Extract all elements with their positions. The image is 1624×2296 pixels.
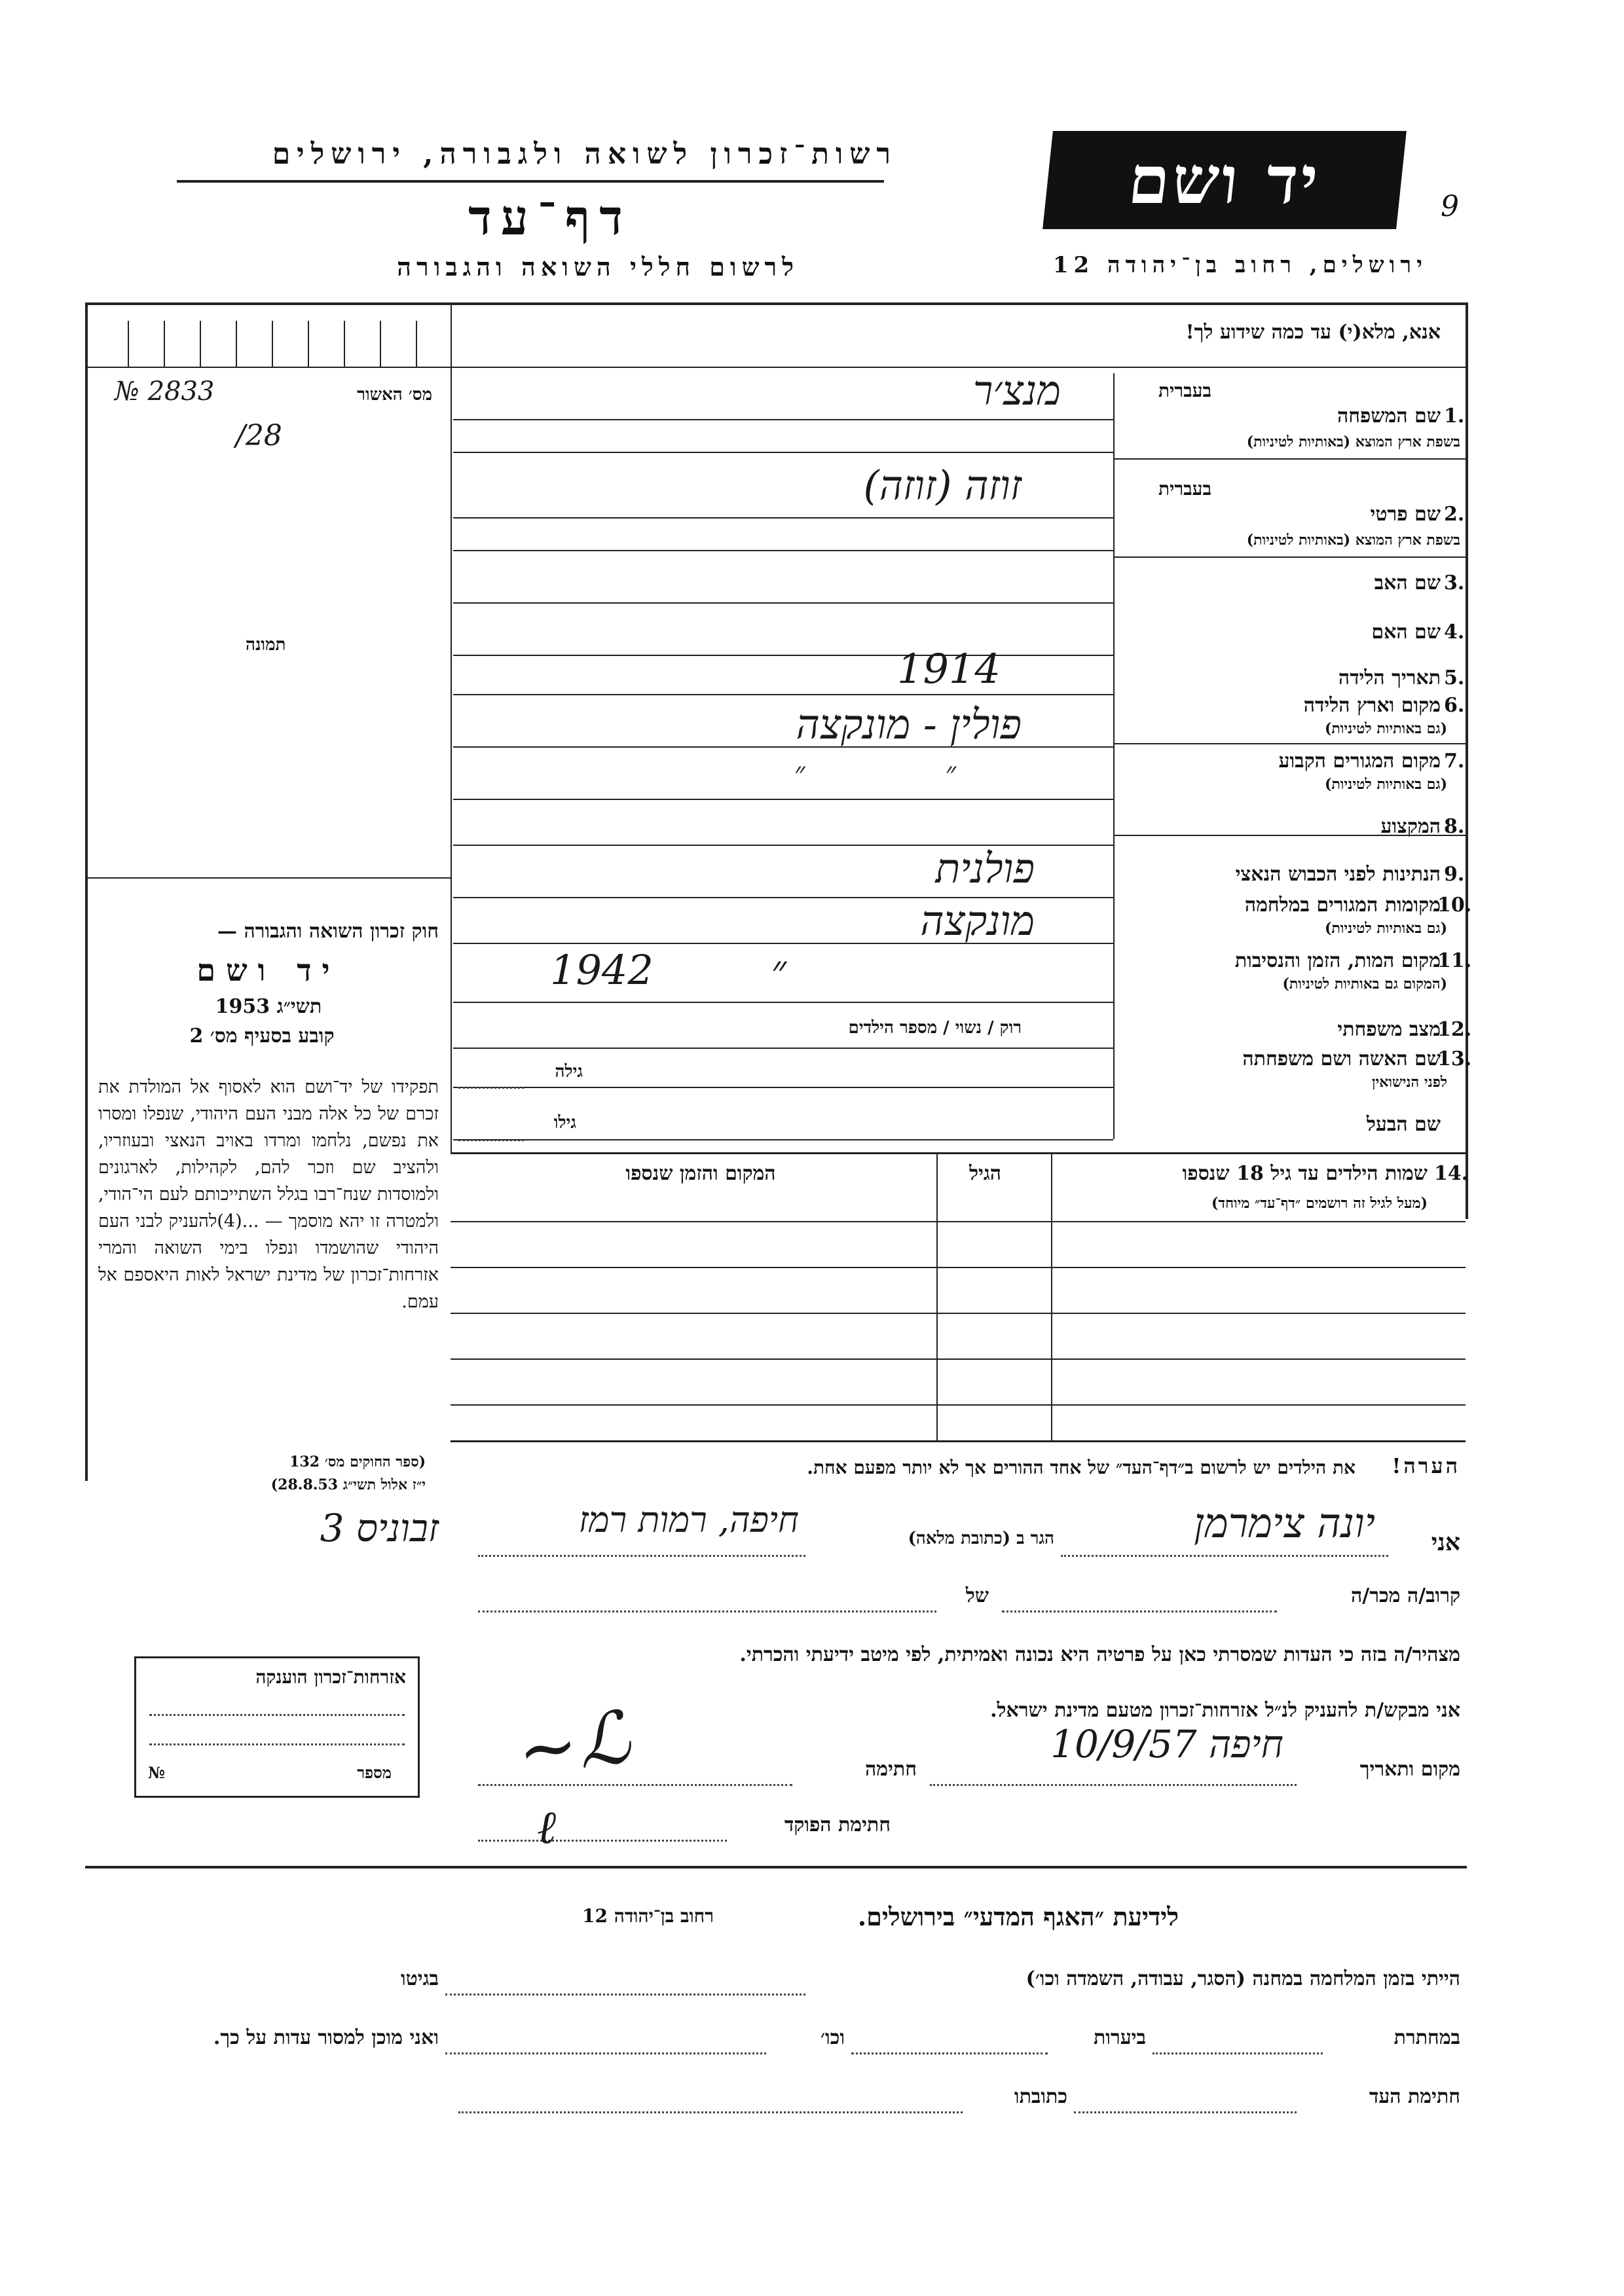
ghetto-label: בגיטו	[400, 1967, 439, 1990]
field-9-value: פולנית	[935, 845, 1035, 892]
field-5-value: 1914	[897, 645, 1001, 693]
children-label: שמות הילדים עד גיל 18 שנספו	[1182, 1162, 1428, 1185]
field-13-num: 13.	[1437, 1048, 1472, 1070]
place-date-label: מקום ותאריך	[1359, 1758, 1460, 1781]
approval-date: /28	[236, 419, 282, 452]
official-signature-label: חתימת הפוקד	[784, 1813, 891, 1836]
field-1-num: 1.	[1444, 405, 1465, 428]
yad-vashem-logo: יד ושם	[1043, 131, 1407, 229]
field-13-note: לפני הנישואין	[1371, 1074, 1447, 1091]
field-10-value: מונקצה	[920, 897, 1035, 945]
field-2-value: זוזה (זוזה)	[863, 462, 1022, 509]
field-9-num: 9.	[1444, 863, 1465, 886]
field-13-label: שם האשה ושם משפחתה	[1242, 1048, 1441, 1070]
field-2-num: 2.	[1444, 503, 1465, 526]
photo-label: תמונה	[246, 635, 286, 655]
number-label: מספר	[357, 1763, 392, 1782]
citizenship-box-title: אזרחות־זכרון הוענקה	[255, 1666, 406, 1688]
form-subtitle: לרשום חללי השואה והגבורה	[397, 252, 799, 282]
camp-line: הייתי בזמן המלחמה במחנה (הסגר, עבודה, השמדה וכו׳)	[1025, 1967, 1460, 1990]
approval-label: מס׳ האשור	[357, 385, 432, 405]
law-year: תשי״ג 1953	[215, 995, 322, 1018]
field-4-label: שם האם	[1371, 621, 1441, 644]
field-4-num: 4.	[1444, 621, 1465, 644]
institution-name: רשות־זכרון לשואה ולגבורה, ירושלים	[272, 137, 897, 171]
field-1-value: מנצ׳ר	[972, 367, 1061, 414]
place-column-header: המקום והזמן שנספו	[625, 1162, 776, 1185]
field-12-value: רוק / נשוי / מספר הילדים	[848, 1018, 1022, 1038]
field-8-label: המקצוע	[1380, 815, 1441, 838]
field-7-label: מקום המגורים הקבוע	[1278, 750, 1441, 773]
etc-label: וכו׳	[821, 2026, 845, 2049]
field-10-note: (גם באותיות לטיניות)	[1324, 920, 1447, 937]
request-text: אני מבקש/ת להעניק לנ״ל אזרחות־זכרון מטעם מדינת ישראל.	[990, 1699, 1460, 1722]
children-num: 14.	[1434, 1162, 1469, 1185]
citizenship-box	[134, 1656, 420, 1798]
law-clause: קובע בסעיף מס׳ 2	[189, 1025, 335, 1048]
field-6-value: פולין - מונקצה	[796, 701, 1022, 748]
field-11-label: מקום המות, הזמן והנסיבות	[1234, 949, 1441, 972]
number-no: №	[148, 1763, 166, 1782]
of-label: של	[965, 1584, 989, 1607]
law-title: חוק זכרון השואה והגבורה —	[217, 920, 439, 943]
official-signature: ℓ	[537, 1800, 557, 1854]
ready-text: ואני מוכן למסור עדות על כך.	[213, 2026, 439, 2049]
field-6-label: מקום וארץ הלידה	[1303, 694, 1441, 717]
field-10-label: מקומות המגורים במלחמה	[1244, 894, 1441, 917]
field-8-num: 8.	[1444, 815, 1465, 838]
witness-name: יונה צימרמן	[1194, 1499, 1375, 1547]
husband-label: שם הבעל	[1366, 1113, 1441, 1136]
field-3-num: 3.	[1444, 572, 1465, 594]
field-1-foreign-note: בשפת ארץ המוצא (באותיות לטיניות)	[1246, 433, 1460, 450]
field-10-num: 10.	[1437, 894, 1472, 917]
address: ירושלים, רחוב בן־יהודה 12	[1052, 252, 1428, 278]
note-label: הערה!	[1392, 1453, 1460, 1478]
field-1-label: שם המשפחה	[1337, 405, 1441, 428]
field-7-note: (גם באותיות לטיניות)	[1324, 776, 1447, 793]
husband-age-label: גילו	[553, 1113, 576, 1133]
law-ref-2: י״ז אלול תשי״ג 28.8.53)	[270, 1476, 426, 1493]
field-12-label: מצב משפחתי	[1337, 1018, 1441, 1041]
i-label: אני	[1431, 1529, 1460, 1556]
note-text: את הילדים יש לרשום ב״דף־העד״ של אחד ההורים אך לא יותר מפעם אחת.	[807, 1457, 1356, 1478]
field-11-num: 11.	[1437, 949, 1472, 972]
address-value: חיפה, רמות רמז	[578, 1499, 799, 1540]
signature-label: חתימה	[865, 1758, 917, 1781]
declaration-text: מצהיר/ה בזה כי העדות שמסרתי כאן על פרטיה היא נכונה ואמיתית, לפי מיטב ידיעתי והכרתי.	[739, 1643, 1460, 1666]
page-mark: 9	[1441, 190, 1459, 223]
field-3-label: שם האב	[1374, 572, 1441, 594]
field-6-note: (גם באותיות לטיניות)	[1324, 720, 1447, 737]
relative-label: קרוב/ה מכר/ה	[1351, 1584, 1460, 1607]
witness-address-label: כתובתו	[1014, 2085, 1067, 2108]
wife-age-label: גילה	[555, 1062, 583, 1082]
margin-note: זבוניס 3	[320, 1506, 439, 1550]
underground-address: רחוב בן־יהודה 12	[582, 1905, 714, 1927]
field-2-foreign-note: בשפת ארץ המוצא (באותיות לטיניות)	[1246, 532, 1460, 549]
place-date-value: חיפה 10/9/57	[1050, 1722, 1283, 1766]
field-12-num: 12.	[1437, 1018, 1472, 1041]
resides-label: הגר ב (כתובת מלאה)	[908, 1529, 1054, 1548]
field-5-num: 5.	[1444, 666, 1465, 689]
form-title: דף־עד	[468, 190, 632, 246]
underground-title: לידיעת ״האגף המדעי״ בירושלים.	[857, 1902, 1179, 1931]
field-2-hebrew-tag: בעברית	[1158, 478, 1211, 500]
law-ref-1: (ספר החוקים מס׳ 132	[289, 1453, 426, 1470]
field-9-label: הנתינות לפני הכבוש הנאצי	[1235, 863, 1441, 886]
field-7-num: 7.	[1444, 750, 1465, 773]
instruction: אנא, מלא(י) עד כמה שידוע לך!	[1185, 321, 1441, 344]
field-1-hebrew-tag: בעברית	[1158, 380, 1211, 401]
witness-sig-label: חתימת העד	[1369, 2085, 1460, 2108]
age-column-header: הגיל	[969, 1162, 1002, 1185]
children-note: (מעל לגיל זה רושמים ״דף־עד״ מיוחד)	[1211, 1195, 1428, 1212]
field-11-value: 1942 ״	[550, 946, 787, 994]
law-name: יד ושם	[196, 953, 341, 988]
field-5-label: תאריך הלידה	[1338, 666, 1441, 689]
field-11-note: (המקום גם באותיות לטיניות)	[1282, 975, 1447, 993]
approval-number: № 2833	[115, 376, 215, 407]
witness-signature: ~ℒ	[511, 1694, 635, 1794]
field-6-num: 6.	[1444, 694, 1465, 717]
field-2-label: שם פרטי	[1370, 503, 1441, 526]
underground-label: במחתרת	[1393, 2026, 1460, 2049]
forests-label: ביערות	[1093, 2026, 1146, 2049]
field-7-value: ״ ״	[794, 756, 956, 790]
law-body: תפקידו של יד־ושם הוא לאסוף אל המולדת את זכרם של כל אלה מבני העם היהודי, שנפלו ומסרו את נפשם, נלחמו ומרדו באויב הנאצי ובעוזריו, ולהציב שם וזכר להם, לקהילות, לארגונים ולמוסדות שנח־רבו בגלל השתייכותם לעם הי־הודי, ולמטרה זו יהא מוסמך — ...(4)להעניק לבני העם היהודי שהושמדו ונפלו בימי השואה והמרי אזרחות־זכרון של מדינת ישראל לאות היאספם אל עמם.	[98, 1077, 439, 1312]
